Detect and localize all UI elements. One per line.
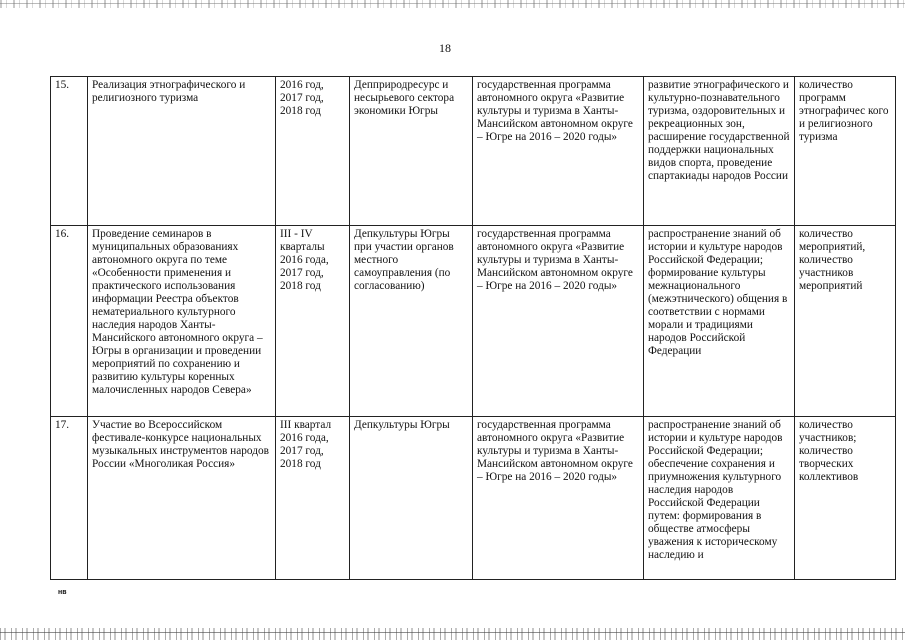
scan-edge-bottom — [0, 628, 905, 640]
row-number: 17. — [51, 417, 88, 580]
executor-cell: Депприродресурс и несырьевого сектора экономики Югры — [350, 77, 473, 226]
footer-mark: нв — [58, 589, 67, 596]
executor-cell: Депкультуры Югры при участии органов местного самоуправления (по согласованию) — [350, 226, 473, 417]
table-row — [51, 417, 896, 580]
executor-cell: Депкультуры Югры — [350, 417, 473, 580]
table-row — [51, 77, 896, 226]
page-number: 18 — [439, 41, 451, 55]
row-number: 15. — [51, 77, 88, 226]
event-cell: Участие во Всероссийском фестивале-конкурсе национальных музыкальных инструментов народов России «Многоликая Россия» — [88, 417, 276, 580]
table-row — [51, 226, 896, 417]
scan-edge-top-line — [0, 3, 905, 4]
result-cell: развитие этнографического и культурно-познавательного туризма, оздоровительных и рекреационных зон, расширение государственной поддержки национальных видов спорта, проведение спартакиады народов России — [644, 77, 795, 226]
scan-edge-top — [0, 0, 905, 8]
result-cell: распространение знаний об истории и культуре народов Российской Федерации; обеспечение сохранения и приумножения культурного наследия народов Российской Федерации путем: формирования в обществе атмосферы уважения к историческому наследию и — [644, 417, 795, 580]
scan-edge-bottom-line — [0, 632, 905, 633]
program-cell: государственная программа автономного округа «Развитие культуры и туризма в Ханты-Мансийском автономном округе – Югре на 2016 – 2020 годы» — [473, 417, 644, 580]
indicator-cell: количество программ этнографичес кого и религиозного туризма — [795, 77, 896, 226]
indicator-cell: количество мероприятий, количество участников мероприятий — [795, 226, 896, 417]
plan-table — [50, 76, 896, 580]
program-cell: государственная программа автономного округа «Развитие культуры и туризма в Ханты-Мансийском автономном округе – Югре на 2016 – 2020 годы» — [473, 226, 644, 417]
event-cell: Реализация этнографического и религиозного туризма — [88, 77, 276, 226]
period-cell: 2016 год, 2017 год, 2018 год — [276, 77, 350, 226]
row-number: 16. — [51, 226, 88, 417]
result-cell: распространение знаний об истории и культуре народов Российской Федерации; формирование культуры межнационального (межэтнического) общения в соответствии с нормами морали и традициями народов Российской Федерации — [644, 226, 795, 417]
period-cell: III квартал 2016 года, 2017 год, 2018 год — [276, 417, 350, 580]
period-cell: III - IV кварталы 2016 года, 2017 год, 2018 год — [276, 226, 350, 417]
event-cell: Проведение семинаров в муниципальных образованиях автономного округа по теме «Особенности применения и практического использования информации Реестра объектов нематериального культурного наследия народов Ханты-Мансийского автономного округа – Югры в организации и проведении мероприятий по сохранению и развитию культуры коренных малочисленных народов Севера» — [88, 226, 276, 417]
indicator-cell: количество участников; количество творческих коллективов — [795, 417, 896, 580]
program-cell: государственная программа автономного округа «Развитие культуры и туризма в Ханты-Мансийском автономном округе – Югре на 2016 – 2020 годы» — [473, 77, 644, 226]
